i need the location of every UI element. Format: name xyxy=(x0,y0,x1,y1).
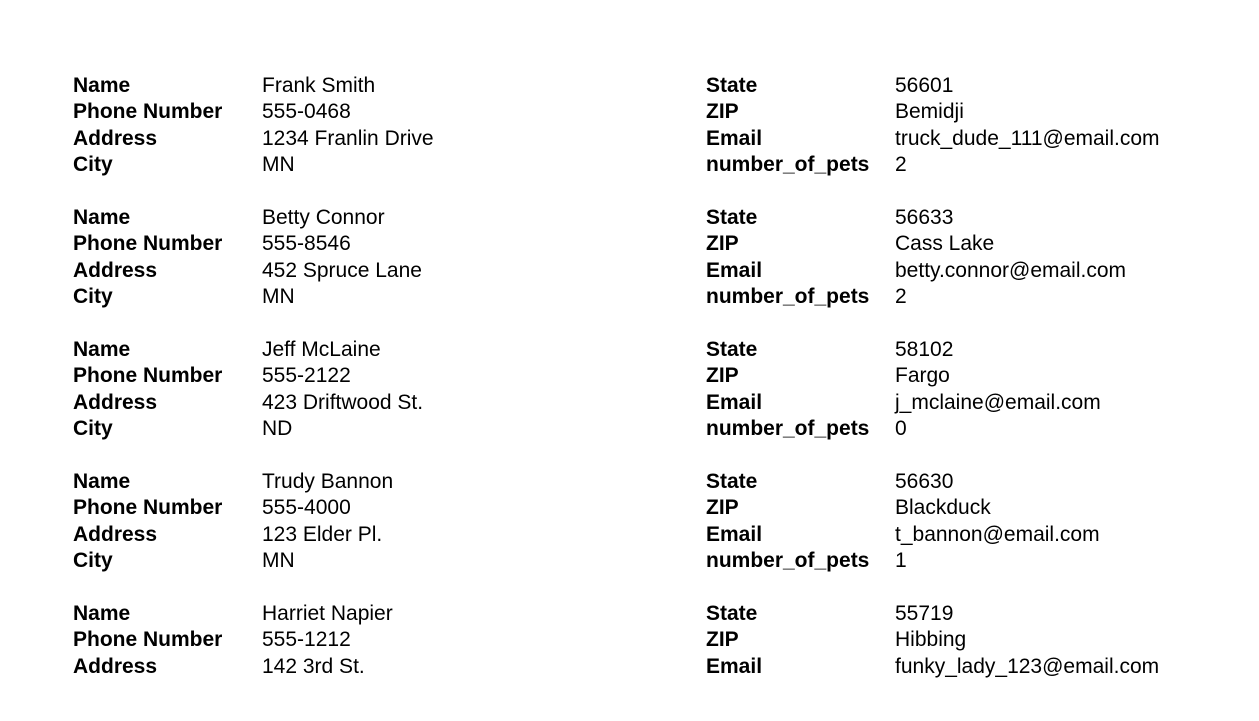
zip-label: ZIP xyxy=(706,232,739,256)
phone-label: Phone Number xyxy=(73,100,223,124)
address-label: Address xyxy=(73,390,158,414)
city-value: ND xyxy=(262,417,293,441)
name-label: Name xyxy=(73,206,131,229)
address-value: 452 Spruce Lane xyxy=(262,258,422,282)
zip-value: Fargo xyxy=(895,364,950,388)
record-2 xyxy=(73,205,1223,315)
pets-label: number_of_pets xyxy=(706,549,870,573)
state-value: 55719 xyxy=(895,602,954,625)
zip-label: ZIP xyxy=(706,496,739,520)
record-1 xyxy=(73,73,1223,183)
phone-label: Phone Number xyxy=(73,232,223,256)
phone-value: 555-2122 xyxy=(262,364,351,388)
zip-label: ZIP xyxy=(706,364,739,388)
name-value: Harriet Napier xyxy=(262,602,393,625)
state-value: 56633 xyxy=(895,206,954,229)
email-value: j_mclaine@email.com xyxy=(895,390,1101,414)
email-label: Email xyxy=(706,126,763,150)
state-value: 56601 xyxy=(895,74,954,97)
email-value: funky_lady_123@email.com xyxy=(895,654,1160,678)
city-value: MN xyxy=(262,153,295,177)
state-value: 58102 xyxy=(895,338,954,361)
address-value: 142 3rd St. xyxy=(262,654,365,678)
record-5 xyxy=(73,601,1223,711)
state-label: State xyxy=(706,206,758,229)
zip-label: ZIP xyxy=(706,628,739,652)
phone-label: Phone Number xyxy=(73,496,223,520)
address-value: 1234 Franlin Drive xyxy=(262,126,434,150)
record-4 xyxy=(73,469,1223,579)
zip-value: Cass Lake xyxy=(895,232,995,256)
city-value: MN xyxy=(262,285,295,309)
pets-label: number_of_pets xyxy=(706,417,870,441)
pets-value: 0 xyxy=(895,417,907,441)
zip-value: Hibbing xyxy=(895,628,967,652)
phone-value: 555-8546 xyxy=(262,232,351,256)
email-value: t_bannon@email.com xyxy=(895,522,1100,546)
pets-label: number_of_pets xyxy=(706,285,870,309)
phone-label: Phone Number xyxy=(73,364,223,388)
zip-value: Blackduck xyxy=(895,496,991,520)
email-value: betty.connor@email.com xyxy=(895,258,1127,282)
record-3 xyxy=(73,337,1223,447)
pets-value: 2 xyxy=(895,285,907,309)
pets-value: 1 xyxy=(895,549,907,573)
name-value: Jeff McLaine xyxy=(262,338,381,361)
name-label: Name xyxy=(73,338,131,361)
state-label: State xyxy=(706,338,758,361)
state-label: State xyxy=(706,74,758,97)
name-value: Betty Connor xyxy=(262,206,385,229)
city-value: MN xyxy=(262,549,295,573)
name-label: Name xyxy=(73,470,131,493)
city-label: City xyxy=(73,549,113,573)
name-value: Trudy Bannon xyxy=(262,470,394,493)
email-label: Email xyxy=(706,390,763,414)
phone-value: 555-4000 xyxy=(262,496,351,520)
address-label: Address xyxy=(73,522,158,546)
city-label: City xyxy=(73,153,113,177)
email-label: Email xyxy=(706,258,763,282)
email-label: Email xyxy=(706,522,763,546)
phone-value: 555-0468 xyxy=(262,100,351,124)
address-label: Address xyxy=(73,654,158,678)
phone-value: 555-1212 xyxy=(262,628,351,652)
state-label: State xyxy=(706,602,758,625)
state-label: State xyxy=(706,470,758,493)
address-value: 423 Driftwood St. xyxy=(262,390,424,414)
email-value: truck_dude_111@email.com xyxy=(895,126,1160,150)
city-label: City xyxy=(73,285,113,309)
address-value: 123 Elder Pl. xyxy=(262,522,383,546)
state-value: 56630 xyxy=(895,470,954,493)
address-label: Address xyxy=(73,126,158,150)
pets-value: 2 xyxy=(895,153,907,177)
name-value: Frank Smith xyxy=(262,74,376,97)
name-label: Name xyxy=(73,74,131,97)
email-label: Email xyxy=(706,654,763,678)
zip-label: ZIP xyxy=(706,100,739,124)
name-label: Name xyxy=(73,602,131,625)
address-label: Address xyxy=(73,258,158,282)
city-label: City xyxy=(73,417,113,441)
phone-label: Phone Number xyxy=(73,628,223,652)
zip-value: Bemidji xyxy=(895,100,964,124)
pets-label: number_of_pets xyxy=(706,153,870,177)
